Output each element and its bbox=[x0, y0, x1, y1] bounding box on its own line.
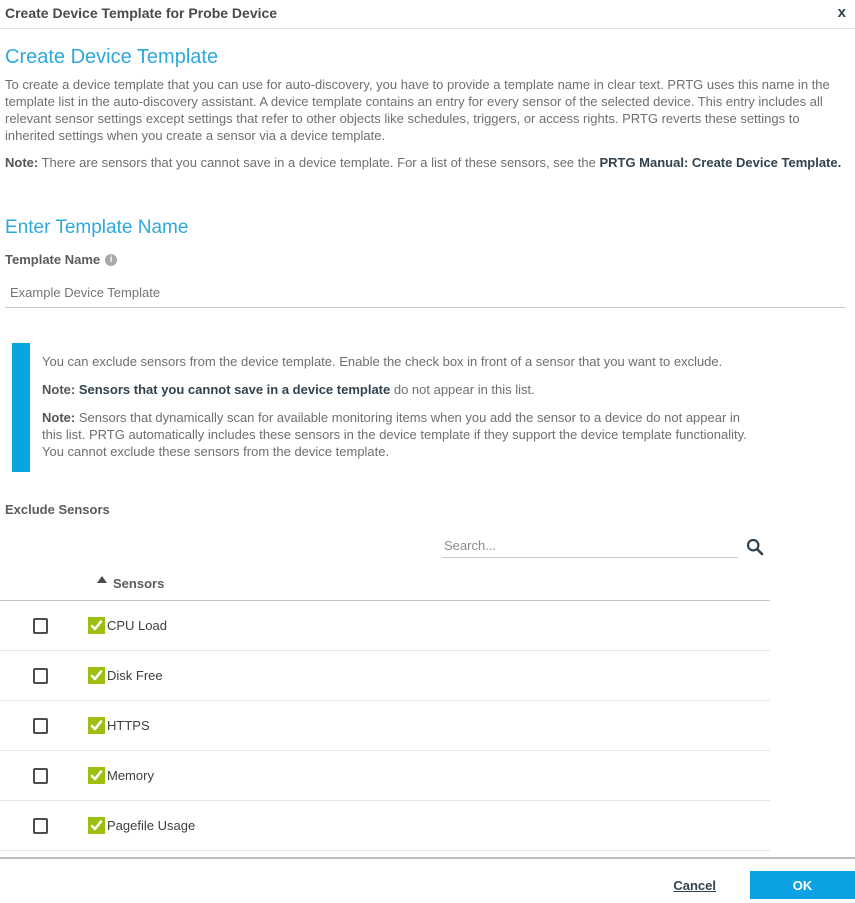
sensor-row bbox=[0, 701, 770, 751]
sensor-check-icon bbox=[88, 667, 105, 684]
sensor-table-body bbox=[0, 601, 770, 851]
exclude-sensor-checkbox[interactable] bbox=[33, 668, 48, 684]
info-box bbox=[12, 343, 855, 472]
sensor-name: Memory bbox=[107, 768, 154, 783]
cancel-button[interactable]: Cancel bbox=[673, 877, 716, 893]
info-box-accent-bar bbox=[12, 343, 30, 472]
sensor-check-icon bbox=[88, 817, 105, 834]
sort-ascending-icon[interactable] bbox=[97, 576, 107, 583]
exclude-sensors-label: Exclude Sensors bbox=[5, 502, 110, 517]
ok-button[interactable]: OK bbox=[750, 871, 855, 899]
sensors-cannot-save-link[interactable]: Sensors that you cannot save in a device template bbox=[78, 382, 391, 397]
intro-note bbox=[5, 154, 845, 171]
prtg-manual-link[interactable]: PRTG Manual: Create Device Template bbox=[599, 155, 838, 170]
search-row bbox=[0, 536, 770, 558]
note-label: Note: bbox=[5, 155, 39, 170]
template-name-label: Template Name bbox=[5, 252, 101, 267]
intro-paragraph: To create a device template that you can use for auto-discovery, you have to provide a template name in clear text. PRTG uses this name in the template list in the auto-discovery assistant. A device template contains an entry for every sensor of the selected device. This entry includes all relevant sensor settings except settings that refer to other objects like schedules, triggers, or access rights. PRTG reverts these settings to inherited settings when you create a sensor via a device template. bbox=[5, 77, 830, 143]
sensor-name: Pagefile Usage bbox=[107, 818, 196, 833]
sensor-name: HTTPS bbox=[107, 718, 150, 733]
sensor-name: Disk Free bbox=[107, 668, 163, 683]
exclude-sensor-checkbox[interactable] bbox=[33, 718, 48, 734]
info-icon[interactable]: i bbox=[105, 254, 117, 266]
sensor-row bbox=[0, 601, 770, 651]
info-note-2 bbox=[42, 409, 755, 460]
sensor-row bbox=[0, 801, 770, 851]
sensor-check-icon bbox=[88, 767, 105, 784]
exclude-sensor-checkbox[interactable] bbox=[33, 768, 48, 784]
exclude-sensor-checkbox[interactable] bbox=[33, 818, 48, 834]
table-header bbox=[0, 569, 770, 601]
sensor-row bbox=[0, 651, 770, 701]
template-name-section bbox=[5, 217, 845, 308]
note-text: Sensors that dynamically scan for available monitoring items when you add the sensor to a device do not appear in this list. PRTG automatically includes these sensors in the device template if they support the device template functionality. You cannot exclude these sensors from the device template. bbox=[42, 410, 747, 459]
sensor-name: CPU Load bbox=[107, 618, 167, 633]
sensor-table bbox=[0, 536, 770, 851]
info-box-content bbox=[30, 343, 755, 472]
template-name-input[interactable] bbox=[5, 281, 845, 308]
note-label: Note: bbox=[42, 410, 76, 425]
note-rest: do not appear in this list. bbox=[390, 382, 535, 397]
sensor-row bbox=[0, 751, 770, 801]
search-icon[interactable] bbox=[746, 538, 764, 556]
close-icon[interactable]: x bbox=[837, 4, 846, 21]
sensors-column-header[interactable]: Sensors bbox=[113, 576, 165, 591]
info-line-1: You can exclude sensors from the device template. Enable the check box in front of a sensor that you want to exclude. bbox=[42, 354, 723, 369]
section-heading-create-device-template: Create Device Template bbox=[5, 46, 219, 68]
section-heading-enter-template-name: Enter Template Name bbox=[5, 217, 189, 238]
note-label: Note: bbox=[42, 382, 76, 397]
search-input[interactable] bbox=[442, 536, 738, 558]
sensor-check-icon bbox=[88, 717, 105, 734]
intro-section bbox=[5, 46, 845, 171]
note-text: There are sensors that you cannot save in a device template. For a list of these sensors, see the bbox=[38, 155, 600, 170]
exclude-sensor-checkbox[interactable] bbox=[33, 618, 48, 634]
footer-divider bbox=[0, 857, 855, 859]
dialog-title: Create Device Template for Probe Device bbox=[5, 5, 278, 21]
dialog-header bbox=[0, 0, 855, 29]
dialog-footer bbox=[0, 867, 855, 903]
note-suffix: . bbox=[837, 155, 842, 170]
info-note-1 bbox=[42, 381, 755, 398]
sensor-check-icon bbox=[88, 617, 105, 634]
template-name-label-row bbox=[5, 252, 845, 267]
